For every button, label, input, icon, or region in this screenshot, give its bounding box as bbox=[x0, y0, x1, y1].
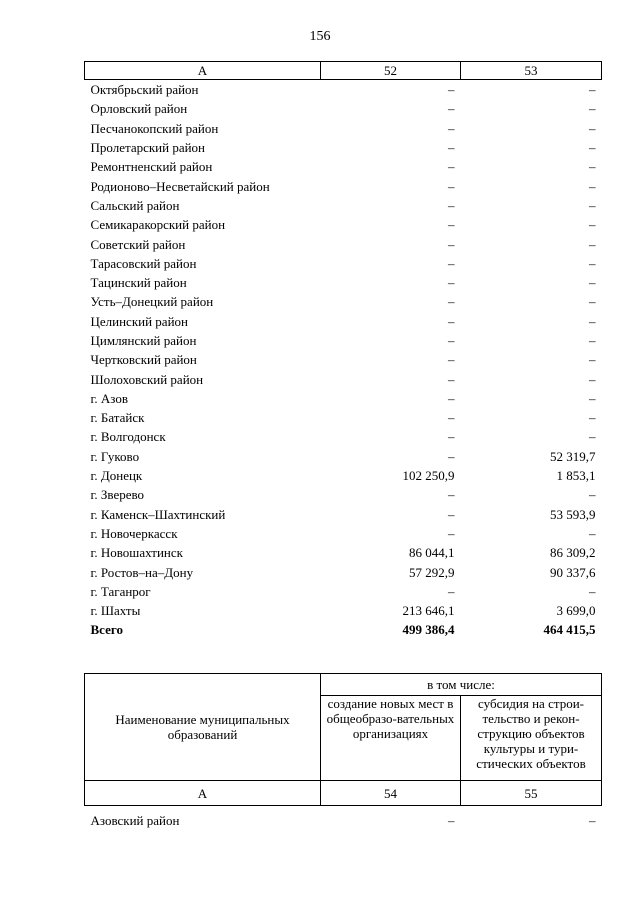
row-value-52: – bbox=[448, 313, 455, 329]
row-value-52: 213 646,1 bbox=[402, 603, 455, 619]
table-row bbox=[85, 543, 602, 562]
row-value-52: – bbox=[448, 275, 455, 291]
row-name: г. Новошахтинск bbox=[90, 545, 183, 561]
row-value-52: 102 250,9 bbox=[402, 468, 455, 484]
table-row bbox=[85, 524, 602, 543]
row-value-54: – bbox=[448, 813, 455, 828]
row-value-53: – bbox=[589, 101, 596, 117]
row-name: Ремонтненский район bbox=[90, 159, 213, 175]
total-label: Всего bbox=[90, 622, 123, 638]
col-54-description: создание новых мест в общеобразо-вательных организациях bbox=[321, 696, 461, 781]
column-id-row bbox=[85, 781, 602, 806]
table-row bbox=[85, 196, 602, 215]
table-row bbox=[85, 331, 602, 350]
table-row bbox=[85, 273, 602, 292]
row-value-53: – bbox=[589, 120, 596, 136]
row-value-52: – bbox=[448, 525, 455, 541]
total-value-52: 499 386,4 bbox=[402, 622, 455, 638]
row-name: Тацинский район bbox=[90, 275, 187, 291]
row-value-52: – bbox=[448, 410, 455, 426]
row-name: Усть–Донецкий район bbox=[90, 294, 214, 310]
row-value-53: – bbox=[589, 294, 596, 310]
id-col-54: 54 bbox=[321, 781, 461, 806]
row-name: г. Шахты bbox=[90, 603, 141, 619]
table-row bbox=[85, 80, 602, 100]
table-row bbox=[85, 292, 602, 311]
row-name: Цимлянский район bbox=[90, 333, 197, 348]
table-row bbox=[85, 138, 602, 157]
group-header: в том числе: bbox=[321, 674, 602, 696]
row-value-55: – bbox=[589, 813, 596, 828]
table-row bbox=[85, 601, 602, 620]
table-row bbox=[85, 466, 602, 485]
table-row bbox=[85, 234, 602, 253]
row-name: Орловский район bbox=[90, 101, 188, 117]
table-row bbox=[85, 176, 602, 195]
table-row bbox=[85, 254, 602, 273]
total-value-53: 464 415,5 bbox=[543, 622, 596, 638]
row-value-52: – bbox=[448, 583, 455, 599]
table-row bbox=[85, 582, 602, 601]
header-col-53: 53 bbox=[461, 62, 602, 80]
table-body bbox=[85, 80, 602, 640]
row-name: Азовский район bbox=[90, 813, 180, 828]
id-col-a: А bbox=[85, 781, 321, 806]
total-row bbox=[85, 620, 602, 639]
table-row bbox=[85, 99, 602, 118]
id-col-55: 55 bbox=[461, 781, 602, 806]
row-value-53: – bbox=[589, 178, 596, 194]
row-name: г. Азов bbox=[90, 390, 128, 406]
row-name: Октябрьский район bbox=[90, 82, 199, 98]
row-value-52: – bbox=[448, 390, 455, 406]
row-value-52: – bbox=[448, 333, 455, 348]
row-value-53: – bbox=[589, 429, 596, 445]
row-name: Семикаракорский район bbox=[90, 217, 226, 233]
row-value-53: 52 319,7 bbox=[550, 448, 596, 464]
row-value-52: 86 044,1 bbox=[409, 545, 455, 561]
table-row bbox=[85, 312, 602, 331]
data-table-top bbox=[84, 61, 602, 640]
row-value-53: – bbox=[589, 255, 596, 271]
table-row bbox=[85, 215, 602, 234]
row-name: Шолоховский район bbox=[90, 371, 204, 387]
row-value-52: – bbox=[448, 197, 455, 213]
row-name: г. Таганрог bbox=[90, 583, 151, 599]
row-value-53: – bbox=[589, 487, 596, 503]
table-row bbox=[85, 157, 602, 176]
row-name: г. Гуково bbox=[90, 448, 140, 464]
row-value-53: 86 309,2 bbox=[550, 545, 596, 561]
row-name: Советский район bbox=[90, 236, 186, 252]
row-value-52: – bbox=[448, 487, 455, 503]
row-name: г. Волгодонск bbox=[90, 429, 166, 445]
row-value-53: – bbox=[589, 525, 596, 541]
header-col-a: А bbox=[85, 62, 321, 80]
row-value-53: 1 853,1 bbox=[556, 468, 596, 484]
row-value-52: – bbox=[448, 429, 455, 445]
row-name: Чертковский район bbox=[90, 352, 197, 368]
row-value-52: – bbox=[448, 101, 455, 117]
row-name: Сальский район bbox=[90, 197, 180, 213]
table-row bbox=[85, 427, 602, 446]
row-value-53: – bbox=[589, 236, 596, 252]
row-name: г. Новочеркасск bbox=[90, 525, 178, 541]
table-row bbox=[85, 562, 602, 581]
page-number: 156 bbox=[309, 29, 331, 44]
col-55-description: субсидия на строи-тельство и рекон-струкцию объектов культуры и тури-стических объектов bbox=[461, 696, 602, 781]
row-value-53: – bbox=[589, 159, 596, 175]
row-value-52: – bbox=[448, 82, 455, 98]
row-value-52: – bbox=[448, 178, 455, 194]
table-row bbox=[85, 389, 602, 408]
row-value-53: – bbox=[589, 140, 596, 156]
row-value-53: – bbox=[589, 583, 596, 599]
row-name: Целинский район bbox=[90, 313, 188, 329]
row-value-52: – bbox=[448, 294, 455, 310]
data-table-bottom bbox=[84, 673, 602, 836]
row-value-53: – bbox=[589, 333, 596, 348]
row-value-53: – bbox=[589, 410, 596, 426]
row-value-52: – bbox=[448, 217, 455, 233]
row-value-52: – bbox=[448, 352, 455, 368]
row-name: Тарасовский район bbox=[90, 255, 197, 271]
table-row bbox=[85, 369, 602, 388]
table-row bbox=[85, 806, 602, 837]
row-value-53: – bbox=[589, 275, 596, 291]
table-row bbox=[85, 485, 602, 504]
row-name: г. Батайск bbox=[90, 410, 145, 426]
row-name: г. Каменск–Шахтинский bbox=[90, 506, 226, 522]
table-row bbox=[85, 119, 602, 138]
row-value-52: – bbox=[448, 159, 455, 175]
row-name: Родионово–Несветайский район bbox=[90, 178, 270, 194]
row-value-53: – bbox=[589, 390, 596, 406]
row-name: г. Зверево bbox=[90, 487, 145, 503]
table-header-row bbox=[85, 62, 602, 80]
row-value-53: – bbox=[589, 352, 596, 368]
row-value-53: 90 337,6 bbox=[550, 564, 596, 580]
row-value-52: – bbox=[448, 506, 455, 522]
row-value-52: – bbox=[448, 236, 455, 252]
row-value-52: – bbox=[448, 255, 455, 271]
row-value-53: – bbox=[589, 371, 596, 387]
table-row bbox=[85, 447, 602, 466]
table-row bbox=[85, 505, 602, 524]
municipality-header: Наименование муниципальных образований bbox=[85, 674, 321, 781]
table-row bbox=[85, 350, 602, 369]
table-row bbox=[85, 408, 602, 427]
row-value-52: 57 292,9 bbox=[409, 564, 455, 580]
row-value-52: – bbox=[448, 120, 455, 136]
row-name: г. Донецк bbox=[90, 468, 143, 484]
row-value-52: – bbox=[448, 140, 455, 156]
row-value-53: 53 593,9 bbox=[550, 506, 596, 522]
row-value-52: – bbox=[448, 448, 455, 464]
row-name: г. Ростов–на–Дону bbox=[90, 564, 194, 580]
row-value-53: – bbox=[589, 197, 596, 213]
row-value-53: – bbox=[589, 217, 596, 233]
row-value-53: 3 699,0 bbox=[556, 603, 596, 619]
row-name: Песчанокопский район bbox=[90, 120, 219, 136]
header-col-52: 52 bbox=[321, 62, 461, 80]
row-value-52: – bbox=[448, 371, 455, 387]
row-value-53: – bbox=[589, 82, 596, 98]
row-name: Пролетарский район bbox=[90, 140, 206, 156]
row-value-53: – bbox=[589, 313, 596, 329]
